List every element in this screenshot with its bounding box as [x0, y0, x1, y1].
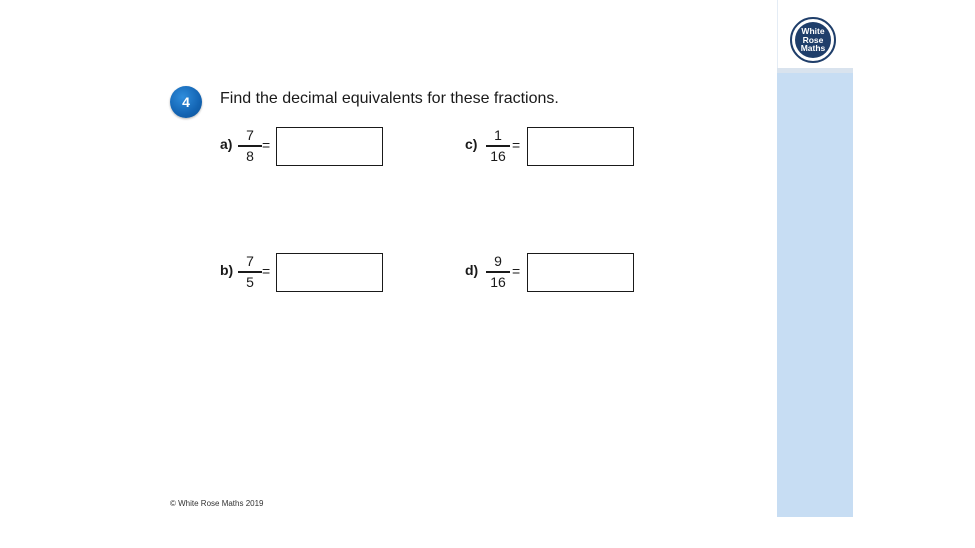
item-b — [220, 253, 390, 293]
fraction-bar — [486, 145, 510, 147]
fraction — [238, 127, 262, 165]
sidebar-panel — [777, 73, 853, 517]
item-a — [220, 127, 390, 167]
logo-text-line1: White — [801, 26, 825, 37]
fraction-numerator: 7 — [246, 127, 254, 143]
fraction-denominator: 16 — [490, 147, 506, 164]
fraction — [238, 253, 262, 291]
answer-box-b[interactable] — [276, 253, 383, 292]
question-number-badge — [170, 86, 202, 118]
equals-sign: = — [512, 137, 521, 153]
copyright-notice: © White Rose Maths 2019 — [170, 499, 264, 508]
answer-box-d[interactable] — [527, 253, 634, 292]
item-label: c) — [465, 136, 478, 152]
fraction-numerator: 7 — [246, 253, 254, 269]
question-text: Find the decimal equivalents for these fractions. — [220, 90, 559, 107]
fraction-bar — [238, 145, 262, 147]
logo-text-line2: Rose — [802, 34, 824, 45]
logo-badge — [795, 22, 831, 58]
equals-sign: = — [512, 263, 521, 279]
item-c — [465, 127, 640, 167]
answer-box-a[interactable] — [276, 127, 383, 166]
item-label: b) — [220, 262, 234, 278]
fraction-denominator: 8 — [246, 147, 254, 164]
fraction — [486, 253, 510, 291]
logo-text-line3: Maths — [800, 43, 826, 54]
fraction-numerator: 1 — [494, 127, 502, 143]
item-label: a) — [220, 136, 233, 152]
item-d — [465, 253, 640, 293]
answer-box-c[interactable] — [527, 127, 634, 166]
white-rose-maths-logo — [790, 17, 836, 63]
equals-sign: = — [262, 137, 271, 153]
fraction-bar — [238, 271, 262, 273]
item-label: d) — [465, 262, 479, 278]
fraction-numerator: 9 — [494, 253, 502, 269]
question-number: 4 — [182, 94, 190, 110]
fraction-bar — [486, 271, 510, 273]
fraction — [486, 127, 510, 165]
fraction-denominator: 5 — [246, 273, 254, 290]
fraction-denominator: 16 — [490, 273, 506, 290]
equals-sign: = — [262, 263, 271, 279]
